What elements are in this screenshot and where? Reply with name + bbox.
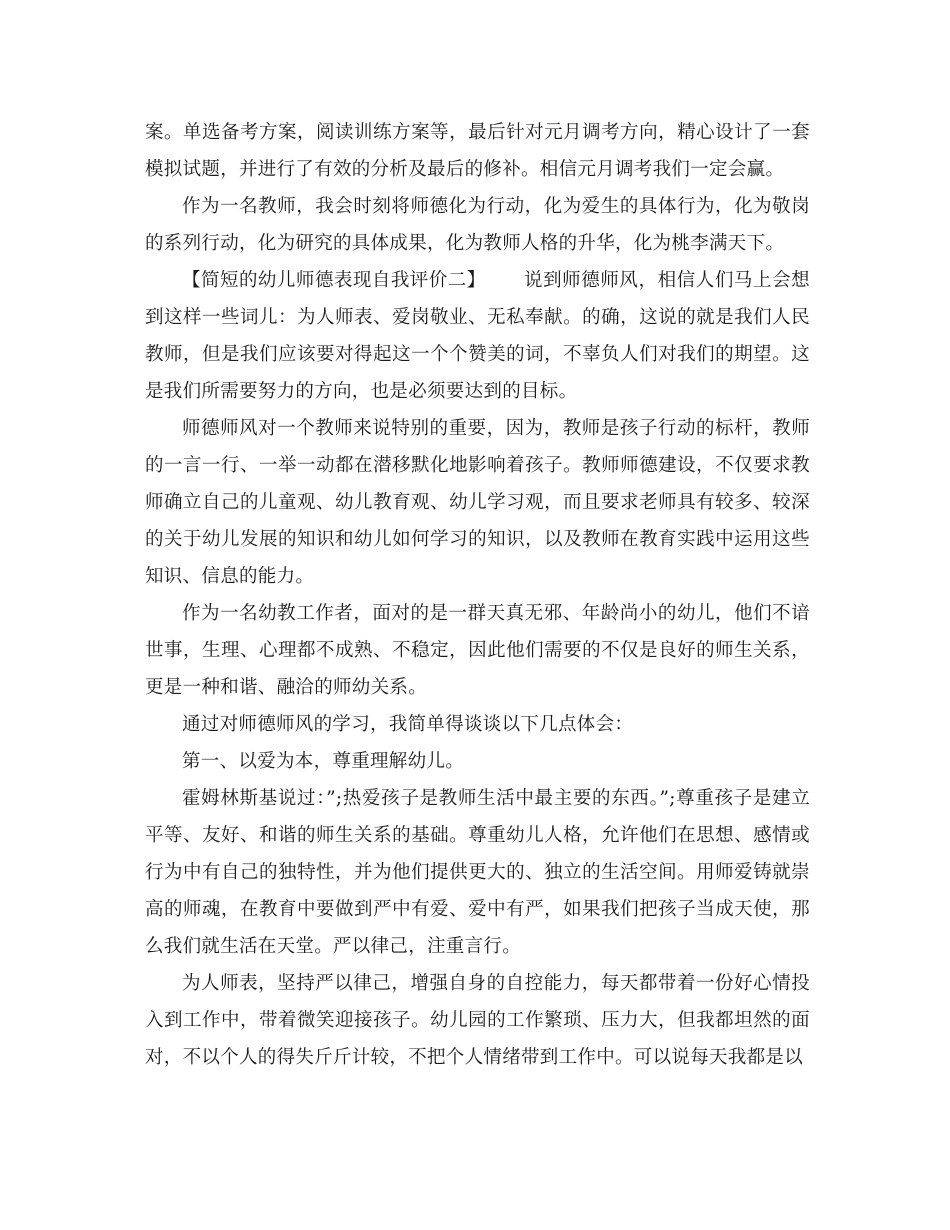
paragraph-5: 作为一名幼教工作者，面对的是一群天真无邪、年龄尚小的幼儿，他们不谙世事，生理、心理都不成熟、不稳定，因此他们需要的不仅是良好的师生关系，更是一种和谐、融洽的师幼关系。 xyxy=(145,603,810,698)
paragraph-3-text: 说到师德师风，相信人们马上会想到这样一些词儿：为人师表、爱岗敬业、无私奉献。的确，这说的就是我们人民教师，但是我们应该要对得起这一个个赞美的词，不辜负人们对我们的期望。这是我们所需要努力的方向，也是必须要达到的目标。 xyxy=(145,270,810,402)
document-body xyxy=(145,114,810,1076)
paragraph-8: 霍姆林斯基说过：”;热爱孩子是教师生活中最主要的东西。”;尊重孩子是建立平等、友好、和谐的师生关系的基础。尊重幼儿人格，允许他们在思想、感情或行为中有自己的独特性，并为他们提供更大的、独立的生活空间。用师爱铸就崇高的师魂，在教育中要做到严中有爱、爱中有严，如果我们把孩子当成天使，那么我们就生活在天堂。严以律己，注重言行。 xyxy=(145,788,810,957)
paragraph-7: 第一、以爱为本，尊重理解幼儿。 xyxy=(182,751,465,772)
paragraph-9: 为人师表，坚持严以律己，增强自身的自控能力，每天都带着一份好心情投入到工作中，带着微笑迎接孩子。幼儿园的工作繁琐、压力大，但我都坦然的面对，不以个人的得失斤斤计较，不把个人情绪带到工作中。可以说每天我都是以 xyxy=(145,973,810,1068)
paragraph-6: 通过对师德师风的学习，我简单得谈谈以下几点体会： xyxy=(182,714,634,735)
paragraph-3 xyxy=(145,262,810,410)
paragraph-2: 作为一名教师，我会时刻将师德化为行动，化为爱生的具体行为，化为敬岗的系列行动，化为研究的具体成果，化为教师人格的升华，化为桃李满天下。 xyxy=(145,196,810,254)
paragraph-4: 师德师风对一个教师来说特别的重要，因为，教师是孩子行动的标杆，教师的一言一行、一举一动都在潜移默化地影响着孩子。教师师德建设，不仅要求教师确立自己的儿童观、幼儿教育观、幼儿学习观，而且要求老师具有较多、较深的关于幼儿发展的知识和幼儿如何学习的知识，以及教师在教育实践中运用这些知识、信息的能力。 xyxy=(145,418,810,587)
section-heading: 【简短的幼儿师德表现自我评价二】 xyxy=(182,270,486,291)
paragraph-1: 案。单选备考方案，阅读训练方案等，最后针对元月调考方向，精心设计了一套模拟试题，并进行了有效的分析及最后的修补。相信元月调考我们一定会赢。 xyxy=(145,122,810,180)
